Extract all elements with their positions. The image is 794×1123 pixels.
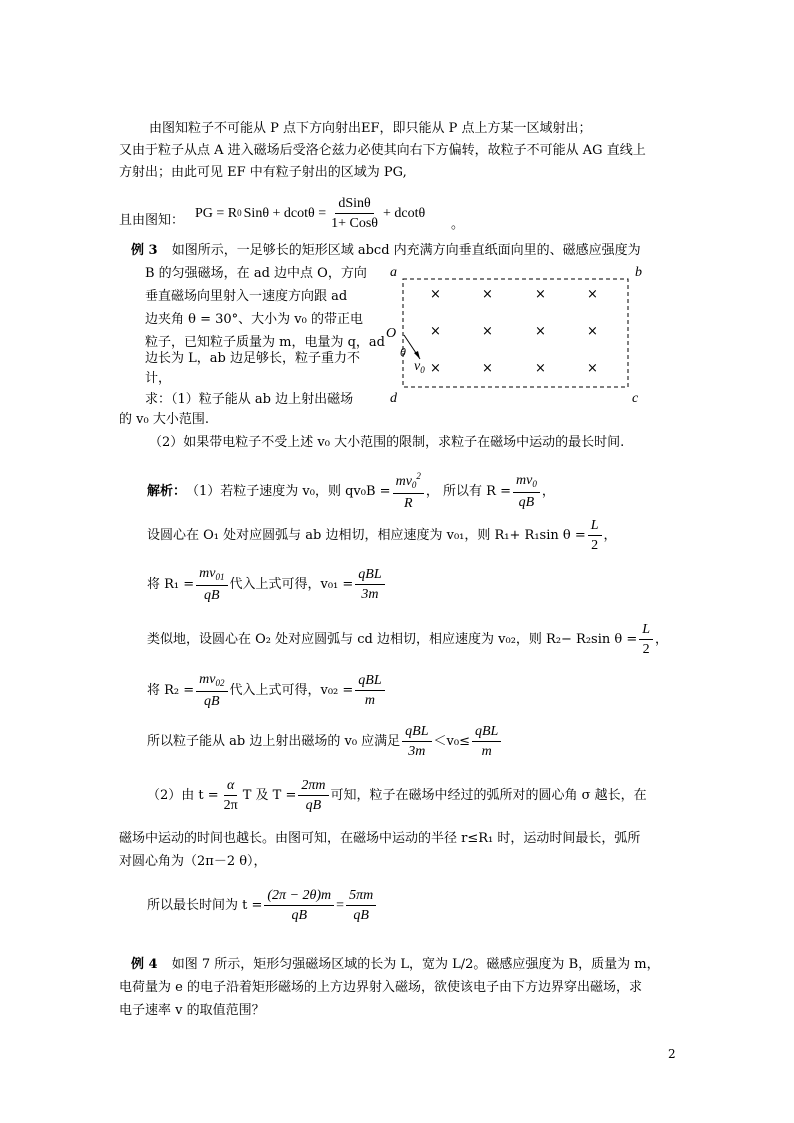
formula-tail: + dcotθ <box>383 205 426 221</box>
ex3-text-2: B 的匀强磁场，在 ad 边中点 O，方向 <box>145 266 367 281</box>
field-cross-icon: × <box>587 361 598 376</box>
frac-2pim-qb: $\frac{2\pi m}{qB}$ <box>298 778 328 814</box>
intro-formula <box>119 192 465 232</box>
ex3-text-1: 如图所示，一足够长的矩形区域 abcd 内充满方向垂直纸面向里的、磁感应强度为 <box>171 243 641 258</box>
field-cross-icon: × <box>482 324 493 339</box>
frac-range-high: $\frac{\text{qBL}}{m}$ <box>472 724 501 760</box>
intro-line-1: 由图知粒子不可能从 P 点下方向射出EF，即只能从 P 点上方某一区域射出； <box>149 121 592 136</box>
ex3-text-7: 计， <box>145 371 172 386</box>
frac-mv02-qb: $\frac{mv_{02}}{qB}$ <box>196 672 227 709</box>
frac-l-2b: $\frac{L}{2}$ <box>639 622 653 658</box>
solution-line-1 <box>147 472 555 511</box>
solution-s10-eq: = <box>336 897 345 913</box>
solution-s6a: 所以粒子能从 ab 边上射出磁场的 v₀ 应满足 <box>147 734 401 750</box>
solution-s2a: 设圆心在 O₁ 处对应圆弧与 ab 边相切，相应速度为 v₀₁，则 R₁+ R₁sin θ = <box>147 528 586 544</box>
frac-time-1: $\frac{(2\pi - 2\theta)m}{qB}$ <box>264 888 334 924</box>
corner-b: b <box>635 265 642 280</box>
intro-line-3: 方射出；由此可见 EF 中有粒子射出的区域为 PG, <box>119 165 407 180</box>
field-cross-icon: × <box>430 287 441 302</box>
solution-s2b: ， <box>603 528 617 544</box>
frac-mv0-qb: $\frac{mv_0}{qB}$ <box>513 473 540 510</box>
solution-s4a: 类似地，设圆心在 O₂ 处对应圆弧与 cd 边相切，相应速度为 v₀₂，则 R₂− R₂sin θ = <box>147 632 638 648</box>
solution-s1a: （1）若粒子速度为 v₀，则 qv₀B = <box>186 484 391 500</box>
point-o: O <box>386 326 397 341</box>
corner-c: c <box>632 391 639 406</box>
field-cross-icon: × <box>430 324 441 339</box>
ex3-text-4: 边夹角 θ = 30°、大小为 v₀ 的带正电 <box>145 312 363 327</box>
frac-range-low: $\frac{\text{qBL}}{3m}$ <box>402 724 431 760</box>
solution-line-10 <box>147 888 378 924</box>
solution-s5a: 将 R₂ = <box>147 683 195 699</box>
formula-fraction <box>328 196 381 232</box>
formula-prefix: 且由图知： <box>119 213 185 228</box>
ex4-label: 例 4 <box>131 957 158 972</box>
formula-den: 1+ Cosθ <box>331 216 379 232</box>
ex3-q2: （2）如果带电粒子不受上述 v₀ 大小范围的限制，求粒子在磁场中运动的最长时间. <box>149 435 625 450</box>
intro-line-2: 又由于粒子从点 A 进入磁场后受洛仑兹力必使其向右下方偏转，故粒子不可能从 AG 直线上 <box>119 143 646 158</box>
angle-theta: θ <box>400 345 406 359</box>
ex3-text-5: 粒子，已知粒子质量为 m，电量为 q，ad <box>145 335 385 350</box>
field-cross-icon: × <box>587 287 598 302</box>
velocity-label: $v_0$ <box>414 359 425 375</box>
solution-s7a: （2）由 t = <box>147 788 219 804</box>
solution-line-9: 对圆心角为（2π－2 θ）， <box>119 854 267 869</box>
solution-s1b: ， 所以有 R = <box>425 484 511 500</box>
field-cross-icon: × <box>535 361 546 376</box>
solution-line-8: 磁场中运动的时间也越长。由图可知，在磁场中运动的半径 r≤R₁ 时，运动时间最长，弧所 <box>119 831 641 846</box>
figure-svg <box>380 262 650 412</box>
ex4-text-1: 如图 7 所示，矩形匀强磁场区域的长为 L，宽为 L/2。磁感应强度为 B，质量为 m， <box>171 957 660 972</box>
ex3-label: 例 3 <box>131 243 158 258</box>
ex4-text-2: 电荷量为 e 的电子沿着矩形磁场的上方边界射入磁场，欲使该电子由下方边界穿出磁场，求 <box>119 980 642 995</box>
frac-time-2: $\frac{5\pi m}{qB}$ <box>346 888 376 924</box>
solution-s10a: 所以最长时间为 t = <box>147 898 263 914</box>
frac-mv2-r: $\frac{mv_0^2}{R}$ <box>393 472 424 511</box>
solution-line-7 <box>147 778 647 814</box>
frac-l-2: $\frac{L}{2}$ <box>588 518 602 554</box>
solution-s1c: ， <box>541 484 555 500</box>
solution-line-5 <box>147 672 387 709</box>
solution-line-6 <box>147 724 503 760</box>
formula-sub: 0 <box>237 208 242 219</box>
frac-alpha-2pi: $\frac{\alpha}{2\pi}$ <box>223 778 238 814</box>
solution-s3b: 代入上式可得，v₀₁ = <box>229 577 354 593</box>
solution-label: 解析： <box>147 484 187 500</box>
field-cross-icon: × <box>482 361 493 376</box>
page-number: 2 <box>668 1047 676 1061</box>
solution-s6-mid: ＜v₀≤ <box>433 734 470 750</box>
field-cross-icon: × <box>587 324 598 339</box>
formula-num: dSinθ <box>335 196 373 214</box>
solution-s4b: ， <box>655 632 669 648</box>
solution-line-2 <box>147 518 617 554</box>
solution-line-4 <box>147 622 668 658</box>
ex3-text-3: 垂直磁场向里射入一速度方向跟 ad <box>145 289 348 304</box>
ex4-text-3: 电子速率 v 的取值范围？ <box>119 1003 265 1018</box>
formula-end: 。 <box>451 217 465 232</box>
solution-s7b: T 及 T = <box>242 788 297 804</box>
formula-lhs: PG = R <box>195 205 238 221</box>
frac-qbl-m: $\frac{\text{qBL}}{m}$ <box>355 673 384 709</box>
field-cross-icon: × <box>430 361 441 376</box>
field-cross-icon: × <box>535 287 546 302</box>
ex3-q1: 求：（1）粒子能从 ab 边上射出磁场 <box>145 392 354 407</box>
frac-mv01-qb: $\frac{mv_{01}}{qB}$ <box>196 566 227 603</box>
solution-s7c: 可知，粒子在磁场中经过的弧所对的圆心角 σ 越长，在 <box>330 788 647 804</box>
field-cross-icon: × <box>535 324 546 339</box>
ex3-q1b: 的 v₀ 大小范围. <box>119 412 209 427</box>
solution-line-3 <box>147 566 387 603</box>
solution-s5b: 代入上式可得，v₀₂ = <box>229 683 354 699</box>
corner-a: a <box>390 265 397 280</box>
magnetic-field-figure <box>380 262 650 412</box>
frac-qbl-3m: $\frac{\text{qBL}}{3m}$ <box>355 567 384 603</box>
field-cross-icon: × <box>482 287 493 302</box>
formula-mid: Sinθ + dcotθ = <box>243 205 327 221</box>
solution-s3a: 将 R₁ = <box>147 577 195 593</box>
corner-d: d <box>390 391 397 406</box>
ex3-text-6: 边长为 L，ab 边足够长，粒子重力不 <box>145 351 360 366</box>
